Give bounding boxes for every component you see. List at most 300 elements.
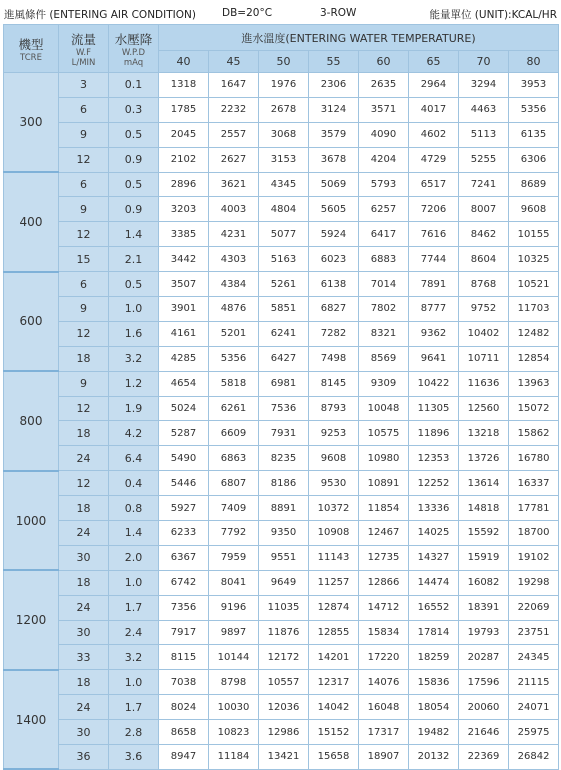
table-row <box>4 595 559 620</box>
pressure-drop-cell: 0.9 <box>109 147 159 172</box>
capacity-cell: 1318 <box>159 73 209 98</box>
flow-cell: 30 <box>59 545 109 570</box>
capacity-cell: 8658 <box>159 720 209 745</box>
capacity-cell: 9362 <box>409 321 459 346</box>
capacity-cell: 9649 <box>259 570 309 595</box>
table-row <box>4 272 559 297</box>
temp-header-cell: 55 <box>309 51 359 73</box>
pd-header-label: 水壓降 <box>114 31 153 47</box>
capacity-cell: 4090 <box>359 122 409 147</box>
capacity-cell: 22069 <box>509 595 559 620</box>
table-row <box>4 122 559 147</box>
pressure-drop-cell: 0.8 <box>109 496 159 521</box>
flow-cell: 18 <box>59 670 109 695</box>
capacity-cell: 8186 <box>259 471 309 496</box>
table-row <box>4 745 559 770</box>
capacity-cell: 10030 <box>209 695 259 720</box>
pressure-drop-cell: 0.4 <box>109 471 159 496</box>
table-row <box>4 496 559 521</box>
capacity-cell: 6233 <box>159 521 209 546</box>
flow-cell: 9 <box>59 197 109 222</box>
capacity-cell: 4804 <box>259 197 309 222</box>
flow-cell: 12 <box>59 147 109 172</box>
capacity-cell: 11305 <box>409 396 459 421</box>
flow-cell: 6 <box>59 97 109 122</box>
model-cell: 1000 <box>4 471 59 571</box>
capacity-cell: 5356 <box>509 97 559 122</box>
capacity-cell: 7917 <box>159 620 209 645</box>
capacity-cell: 12036 <box>259 695 309 720</box>
flow-cell: 18 <box>59 421 109 446</box>
table-row <box>4 471 559 496</box>
capacity-cell: 9309 <box>359 371 409 396</box>
table-row <box>4 321 559 346</box>
capacity-cell: 7744 <box>409 247 459 272</box>
capacity-cell: 11876 <box>259 620 309 645</box>
flow-cell: 12 <box>59 471 109 496</box>
flow-cell: 12 <box>59 222 109 247</box>
capacity-cell: 7206 <box>409 197 459 222</box>
flow-cell: 18 <box>59 346 109 371</box>
pressure-drop-cell: 1.0 <box>109 670 159 695</box>
capacity-cell: 15658 <box>309 745 359 770</box>
capacity-cell: 10908 <box>309 521 359 546</box>
capacity-cell: 12467 <box>359 521 409 546</box>
pressure-drop-cell: 1.6 <box>109 321 159 346</box>
pressure-drop-header <box>109 25 159 73</box>
pressure-drop-cell: 0.5 <box>109 122 159 147</box>
capacity-cell: 5077 <box>259 222 309 247</box>
capacity-cell: 8793 <box>309 396 359 421</box>
capacity-cell: 6742 <box>159 570 209 595</box>
table-row <box>4 396 559 421</box>
capacity-cell: 15834 <box>359 620 409 645</box>
capacity-cell: 7241 <box>459 172 509 197</box>
capacity-cell: 14201 <box>309 645 359 670</box>
capacity-cell: 7931 <box>259 421 309 446</box>
pressure-drop-cell: 6.4 <box>109 446 159 471</box>
capacity-cell: 17596 <box>459 670 509 695</box>
capacity-cell: 17814 <box>409 620 459 645</box>
capacity-cell: 11636 <box>459 371 509 396</box>
pressure-drop-cell: 0.3 <box>109 97 159 122</box>
capacity-cell: 8024 <box>159 695 209 720</box>
capacity-cell: 15072 <box>509 396 559 421</box>
capacity-cell: 15152 <box>309 720 359 745</box>
table-row <box>4 371 559 396</box>
model-cell: 300 <box>4 73 59 173</box>
model-cell: 400 <box>4 172 59 272</box>
temp-header-cell: 65 <box>409 51 459 73</box>
capacity-cell: 8145 <box>309 371 359 396</box>
capacity-cell: 5024 <box>159 396 209 421</box>
flow-cell: 30 <box>59 620 109 645</box>
capacity-cell: 12252 <box>409 471 459 496</box>
capacity-cell: 9608 <box>509 197 559 222</box>
capacity-cell: 14818 <box>459 496 509 521</box>
capacity-cell: 4003 <box>209 197 259 222</box>
capacity-cell: 4017 <box>409 97 459 122</box>
capacity-cell: 2102 <box>159 147 209 172</box>
capacity-cell: 7792 <box>209 521 259 546</box>
capacity-cell: 10144 <box>209 645 259 670</box>
capacity-cell: 1976 <box>259 73 309 98</box>
capacity-cell: 6883 <box>359 247 409 272</box>
capacity-cell: 9752 <box>459 297 509 322</box>
capacity-cell: 8235 <box>259 446 309 471</box>
capacity-cell: 10575 <box>359 421 409 446</box>
capacity-cell: 14076 <box>359 670 409 695</box>
capacity-cell: 7498 <box>309 346 359 371</box>
capacity-cell: 26842 <box>509 745 559 770</box>
capacity-cell: 7891 <box>409 272 459 297</box>
capacity-cell: 11035 <box>259 595 309 620</box>
pressure-drop-cell: 3.2 <box>109 346 159 371</box>
capacity-cell: 16082 <box>459 570 509 595</box>
capacity-cell: 5818 <box>209 371 259 396</box>
capacity-cell: 6135 <box>509 122 559 147</box>
capacity-cell: 14474 <box>409 570 459 595</box>
capacity-cell: 7014 <box>359 272 409 297</box>
capacity-cell: 11703 <box>509 297 559 322</box>
capacity-cell: 3124 <box>309 97 359 122</box>
capacity-cell: 2306 <box>309 73 359 98</box>
capacity-cell: 8041 <box>209 570 259 595</box>
capacity-cell: 6981 <box>259 371 309 396</box>
capacity-cell: 8798 <box>209 670 259 695</box>
capacity-cell: 21646 <box>459 720 509 745</box>
capacity-cell: 4876 <box>209 297 259 322</box>
pressure-drop-cell: 4.2 <box>109 421 159 446</box>
capacity-cell: 8777 <box>409 297 459 322</box>
capacity-cell: 7356 <box>159 595 209 620</box>
model-cell: 600 <box>4 272 59 372</box>
capacity-cell: 14025 <box>409 521 459 546</box>
capacity-cell: 7959 <box>209 545 259 570</box>
capacity-cell: 10155 <box>509 222 559 247</box>
capacity-cell: 9350 <box>259 521 309 546</box>
table-row <box>4 446 559 471</box>
table-row <box>4 720 559 745</box>
capacity-cell: 5201 <box>209 321 259 346</box>
capacity-cell: 2627 <box>209 147 259 172</box>
capacity-cell: 9530 <box>309 471 359 496</box>
table-caption <box>0 0 561 24</box>
capacity-cell: 12855 <box>309 620 359 645</box>
capacity-cell: 2678 <box>259 97 309 122</box>
capacity-cell: 13336 <box>409 496 459 521</box>
capacity-cell: 4285 <box>159 346 209 371</box>
capacity-cell: 11257 <box>309 570 359 595</box>
capacity-cell: 6138 <box>309 272 359 297</box>
capacity-cell: 13726 <box>459 446 509 471</box>
capacity-cell: 12482 <box>509 321 559 346</box>
capacity-cell: 3621 <box>209 172 259 197</box>
pressure-drop-cell: 2.0 <box>109 545 159 570</box>
capacity-cell: 5113 <box>459 122 509 147</box>
capacity-cell: 3203 <box>159 197 209 222</box>
capacity-cell: 17317 <box>359 720 409 745</box>
flow-cell: 30 <box>59 720 109 745</box>
capacity-cell: 3901 <box>159 297 209 322</box>
capacity-cell: 5927 <box>159 496 209 521</box>
capacity-cell: 6863 <box>209 446 259 471</box>
capacity-cell: 5490 <box>159 446 209 471</box>
capacity-cell: 13421 <box>259 745 309 770</box>
table-row <box>4 695 559 720</box>
capacity-cell: 6023 <box>309 247 359 272</box>
capacity-cell: 8768 <box>459 272 509 297</box>
capacity-cell: 8604 <box>459 247 509 272</box>
capacity-cell: 2045 <box>159 122 209 147</box>
temp-header-cell: 45 <box>209 51 259 73</box>
capacity-cell: 5851 <box>259 297 309 322</box>
capacity-cell: 7616 <box>409 222 459 247</box>
flow-cell: 12 <box>59 321 109 346</box>
capacity-cell: 3579 <box>309 122 359 147</box>
capacity-cell: 10048 <box>359 396 409 421</box>
capacity-cell: 5163 <box>259 247 309 272</box>
capacity-cell: 6367 <box>159 545 209 570</box>
dry-bulb-label: DB=20°C <box>222 7 273 19</box>
capacity-cell: 10711 <box>459 346 509 371</box>
capacity-cell: 18700 <box>509 521 559 546</box>
pressure-drop-cell: 1.4 <box>109 521 159 546</box>
model-header-sub: TCRE <box>20 52 42 63</box>
capacity-cell: 17781 <box>509 496 559 521</box>
table-row <box>4 670 559 695</box>
capacity-cell: 8689 <box>509 172 559 197</box>
capacity-cell: 5924 <box>309 222 359 247</box>
capacity-cell: 6807 <box>209 471 259 496</box>
capacity-cell: 24071 <box>509 695 559 720</box>
temp-header-cell: 50 <box>259 51 309 73</box>
table-row <box>4 346 559 371</box>
capacity-cell: 18391 <box>459 595 509 620</box>
pressure-drop-cell: 2.8 <box>109 720 159 745</box>
capacity-cell: 21115 <box>509 670 559 695</box>
capacity-cell: 23751 <box>509 620 559 645</box>
capacity-cell: 9551 <box>259 545 309 570</box>
flow-cell: 3 <box>59 73 109 98</box>
capacity-cell: 5356 <box>209 346 259 371</box>
capacity-cell: 9196 <box>209 595 259 620</box>
capacity-cell: 18259 <box>409 645 459 670</box>
capacity-cell: 6609 <box>209 421 259 446</box>
capacity-cell: 7409 <box>209 496 259 521</box>
capacity-cell: 20060 <box>459 695 509 720</box>
table-row <box>4 521 559 546</box>
table-row <box>4 197 559 222</box>
pressure-drop-cell: 1.4 <box>109 222 159 247</box>
capacity-cell: 10402 <box>459 321 509 346</box>
capacity-cell: 5605 <box>309 197 359 222</box>
capacity-cell: 8569 <box>359 346 409 371</box>
table-row <box>4 222 559 247</box>
capacity-cell: 12874 <box>309 595 359 620</box>
capacity-cell: 3385 <box>159 222 209 247</box>
capacity-cell: 8007 <box>459 197 509 222</box>
pd-header-sub2: mAq <box>123 57 144 68</box>
capacity-cell: 6257 <box>359 197 409 222</box>
pressure-drop-cell: 0.9 <box>109 197 159 222</box>
capacity-cell: 6261 <box>209 396 259 421</box>
capacity-cell: 12986 <box>259 720 309 745</box>
capacity-cell: 8947 <box>159 745 209 770</box>
flow-cell: 24 <box>59 446 109 471</box>
capacity-cell: 10980 <box>359 446 409 471</box>
capacity-cell: 3442 <box>159 247 209 272</box>
capacity-cell: 5069 <box>309 172 359 197</box>
capacity-cell: 19298 <box>509 570 559 595</box>
capacity-cell: 6517 <box>409 172 459 197</box>
pressure-drop-cell: 1.9 <box>109 396 159 421</box>
table-row <box>4 620 559 645</box>
capacity-cell: 8462 <box>459 222 509 247</box>
capacity-cell: 12735 <box>359 545 409 570</box>
capacity-cell: 2232 <box>209 97 259 122</box>
flow-cell: 6 <box>59 172 109 197</box>
pressure-drop-cell: 1.2 <box>109 371 159 396</box>
unit-label: 能量單位 (UNIT):KCAL/HR <box>429 9 557 21</box>
pressure-drop-cell: 0.5 <box>109 272 159 297</box>
capacity-cell: 20287 <box>459 645 509 670</box>
capacity-table <box>3 24 559 770</box>
capacity-cell: 6427 <box>259 346 309 371</box>
capacity-cell: 19793 <box>459 620 509 645</box>
capacity-cell: 4204 <box>359 147 409 172</box>
pressure-drop-cell: 1.7 <box>109 695 159 720</box>
capacity-cell: 9253 <box>309 421 359 446</box>
capacity-cell: 4463 <box>459 97 509 122</box>
model-cell: 800 <box>4 371 59 471</box>
pd-header-sub1: W.P.D <box>121 47 146 58</box>
capacity-cell: 5255 <box>459 147 509 172</box>
capacity-cell: 16048 <box>359 695 409 720</box>
capacity-cell: 10372 <box>309 496 359 521</box>
table-row <box>4 645 559 670</box>
capacity-cell: 15836 <box>409 670 459 695</box>
capacity-cell: 13963 <box>509 371 559 396</box>
capacity-cell: 14042 <box>309 695 359 720</box>
capacity-cell: 14327 <box>409 545 459 570</box>
capacity-cell: 4231 <box>209 222 259 247</box>
capacity-cell: 10557 <box>259 670 309 695</box>
capacity-cell: 14712 <box>359 595 409 620</box>
capacity-cell: 12866 <box>359 570 409 595</box>
flow-cell: 24 <box>59 695 109 720</box>
table-row <box>4 421 559 446</box>
capacity-cell: 6417 <box>359 222 409 247</box>
capacity-cell: 12560 <box>459 396 509 421</box>
capacity-cell: 6827 <box>309 297 359 322</box>
table-row <box>4 97 559 122</box>
capacity-cell: 13614 <box>459 471 509 496</box>
capacity-cell: 12317 <box>309 670 359 695</box>
pressure-drop-cell: 2.1 <box>109 247 159 272</box>
capacity-cell: 19102 <box>509 545 559 570</box>
pressure-drop-cell: 2.4 <box>109 620 159 645</box>
capacity-cell: 6241 <box>259 321 309 346</box>
pressure-drop-cell: 0.1 <box>109 73 159 98</box>
capacity-cell: 2557 <box>209 122 259 147</box>
capacity-cell: 12353 <box>409 446 459 471</box>
table-row <box>4 147 559 172</box>
capacity-cell: 6306 <box>509 147 559 172</box>
flow-cell: 18 <box>59 496 109 521</box>
flow-cell: 18 <box>59 570 109 595</box>
capacity-cell: 15919 <box>459 545 509 570</box>
capacity-cell: 10422 <box>409 371 459 396</box>
water-temp-header: 進水溫度(ENTERING WATER TEMPERATURE) <box>159 25 559 51</box>
capacity-cell: 4602 <box>409 122 459 147</box>
flow-cell: 24 <box>59 595 109 620</box>
capacity-cell: 3571 <box>359 97 409 122</box>
capacity-cell: 7802 <box>359 297 409 322</box>
table-row <box>4 73 559 98</box>
capacity-cell: 3678 <box>309 147 359 172</box>
capacity-cell: 4729 <box>409 147 459 172</box>
flow-header-sub2: L/MIN <box>71 57 96 68</box>
flow-header-sub1: W.F <box>75 47 92 58</box>
capacity-cell: 5793 <box>359 172 409 197</box>
model-header <box>4 25 59 73</box>
capacity-cell: 10325 <box>509 247 559 272</box>
capacity-cell: 10891 <box>359 471 409 496</box>
flow-cell: 15 <box>59 247 109 272</box>
pressure-drop-cell: 3.6 <box>109 745 159 770</box>
capacity-cell: 3068 <box>259 122 309 147</box>
flow-cell: 9 <box>59 297 109 322</box>
capacity-cell: 10521 <box>509 272 559 297</box>
air-condition-label: 進風條件 (ENTERING AIR CONDITION) <box>4 9 196 21</box>
table-row <box>4 172 559 197</box>
capacity-cell: 22369 <box>459 745 509 770</box>
capacity-cell: 12172 <box>259 645 309 670</box>
capacity-cell: 3953 <box>509 73 559 98</box>
capacity-cell: 9608 <box>309 446 359 471</box>
capacity-cell: 16780 <box>509 446 559 471</box>
capacity-cell: 2896 <box>159 172 209 197</box>
flow-cell: 12 <box>59 396 109 421</box>
capacity-cell: 15862 <box>509 421 559 446</box>
flow-cell: 9 <box>59 371 109 396</box>
model-header-label: 機型 <box>18 36 44 52</box>
capacity-cell: 4161 <box>159 321 209 346</box>
capacity-cell: 3507 <box>159 272 209 297</box>
capacity-cell: 24345 <box>509 645 559 670</box>
row-count-label: 3-ROW <box>320 7 357 19</box>
capacity-cell: 8891 <box>259 496 309 521</box>
capacity-cell: 8321 <box>359 321 409 346</box>
capacity-cell: 25975 <box>509 720 559 745</box>
capacity-cell: 10823 <box>209 720 259 745</box>
pressure-drop-cell: 0.5 <box>109 172 159 197</box>
capacity-cell: 9897 <box>209 620 259 645</box>
pressure-drop-cell: 3.2 <box>109 645 159 670</box>
capacity-cell: 1785 <box>159 97 209 122</box>
flow-cell: 9 <box>59 122 109 147</box>
flow-cell: 6 <box>59 272 109 297</box>
pressure-drop-cell: 1.0 <box>109 570 159 595</box>
capacity-cell: 4384 <box>209 272 259 297</box>
table-row <box>4 297 559 322</box>
capacity-cell: 4654 <box>159 371 209 396</box>
capacity-cell: 11854 <box>359 496 409 521</box>
capacity-cell: 18907 <box>359 745 409 770</box>
flow-cell: 36 <box>59 745 109 770</box>
capacity-cell: 7282 <box>309 321 359 346</box>
